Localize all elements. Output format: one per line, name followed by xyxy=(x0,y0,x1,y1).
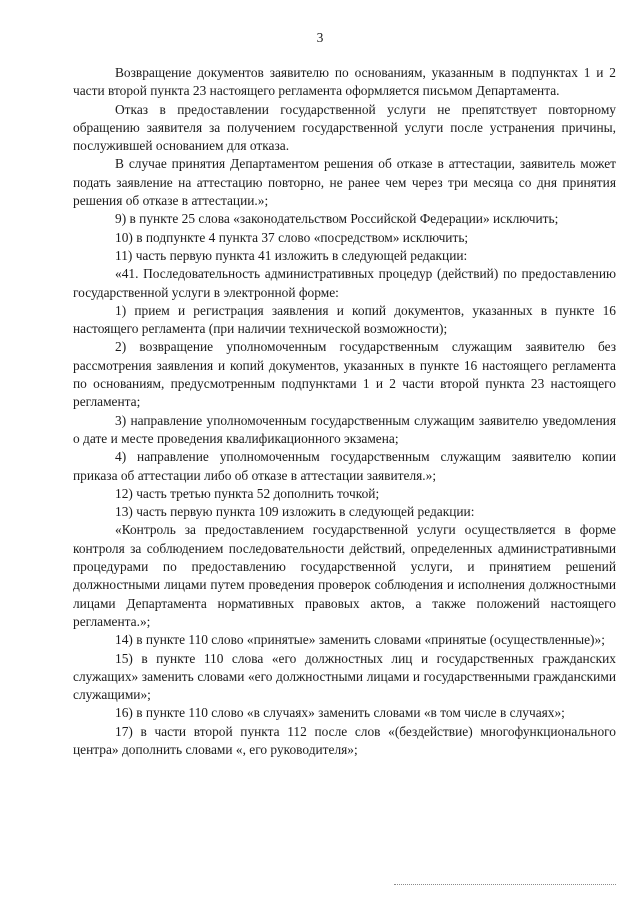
clause-109-text: «Контроль за предоставлением государственной услуги осуществляется в форме контроля за соблюдением последовательности действий, определенных административными процедурами по предоставлению государственной услуги, и принятием решений должностными лицами путем проведения проверок соблюдения и исполнения должностными лицами Департамента нормативных правовых актов, а также положений настоящего регламента.»; xyxy=(73,522,616,629)
paragraph-returning-documents: Возвращение документов заявителю по основаниям, указанным в подпунктах 1 и 2 части второй пункта 23 настоящего регламента оформляется письмом Департамента. xyxy=(73,65,616,99)
document-body xyxy=(73,64,616,759)
clause-41-intro: «41. Последовательность административных процедур (действий) по предоставлению государственной услуги в электронной форме: xyxy=(73,266,616,300)
clause-41-item-1: 1) прием и регистрация заявления и копий документов, указанных в пункте 16 настоящего регламента (при наличии технической возможности); xyxy=(73,302,616,337)
amendment-item-9: 9) в пункте 25 слова «законодательством Российской Федерации» исключить; xyxy=(115,211,559,227)
amendment-item-13: 13) часть первую пункта 109 изложить в следующей редакции: xyxy=(115,504,475,520)
clause-41-item-2: 2) возвращение уполномоченным государственным служащим заявителю без рассмотрения заявления и копий документов, указанных в пункте 16 настоящего регламента по основаниям, предусмотренным подпунктами 1 и 2 части второй пункта 23 настоящего регламента; xyxy=(73,339,616,410)
amendment-item-10: 10) в подпункте 4 пункта 37 слово «посредством» исключить; xyxy=(115,229,469,245)
paragraph-attestation-refusal: В случае принятия Департаментом решения об отказе в аттестации, заявитель может подать заявление на аттестацию повторно, не ранее чем через три месяца со дня принятия решения об отказе в аттестации.»; xyxy=(73,156,616,209)
amendment-item-11: 11) часть первую пункта 41 изложить в следующей редакции: xyxy=(115,247,468,263)
amendment-item-16: 16) в пункте 110 слово «в случаях» заменить словами «в том числе в случаях»; xyxy=(115,705,565,721)
amendment-item-15: 15) в пункте 110 слова «его должностных лиц и государственных гражданских служащих» заменить словами «его должностными лицами и государственными гражданскими служащими»; xyxy=(73,650,616,703)
page-number: 3 xyxy=(316,30,324,45)
clause-41-item-4: 4) направление уполномоченным государственным служащим заявителю копии приказа об аттестации либо об отказе в аттестации заявителя.»; xyxy=(73,449,616,483)
amendment-item-17: 17) в части второй пункта 112 после слов «(бездействие) многофункционального центра» дополнить словами «, его руководителя»; xyxy=(73,723,616,757)
paragraph-refusal: Отказ в предоставлении государственной услуги не препятствует повторному обращению заявителя за получением государственной услуги после устранения причины, послужившей основанием для отказа. xyxy=(73,101,616,154)
clause-41-item-3: 3) направление уполномоченным государственным служащим заявителю уведомления о дате и месте проведения квалификационного экзамена; xyxy=(73,412,616,446)
amendment-item-12: 12) часть третью пункта 52 дополнить точкой; xyxy=(115,485,380,501)
footer-dotted-line xyxy=(394,884,616,885)
amendment-item-14: 14) в пункте 110 слово «принятые» заменить словами «принятые (осуществленные)»; xyxy=(115,632,605,648)
